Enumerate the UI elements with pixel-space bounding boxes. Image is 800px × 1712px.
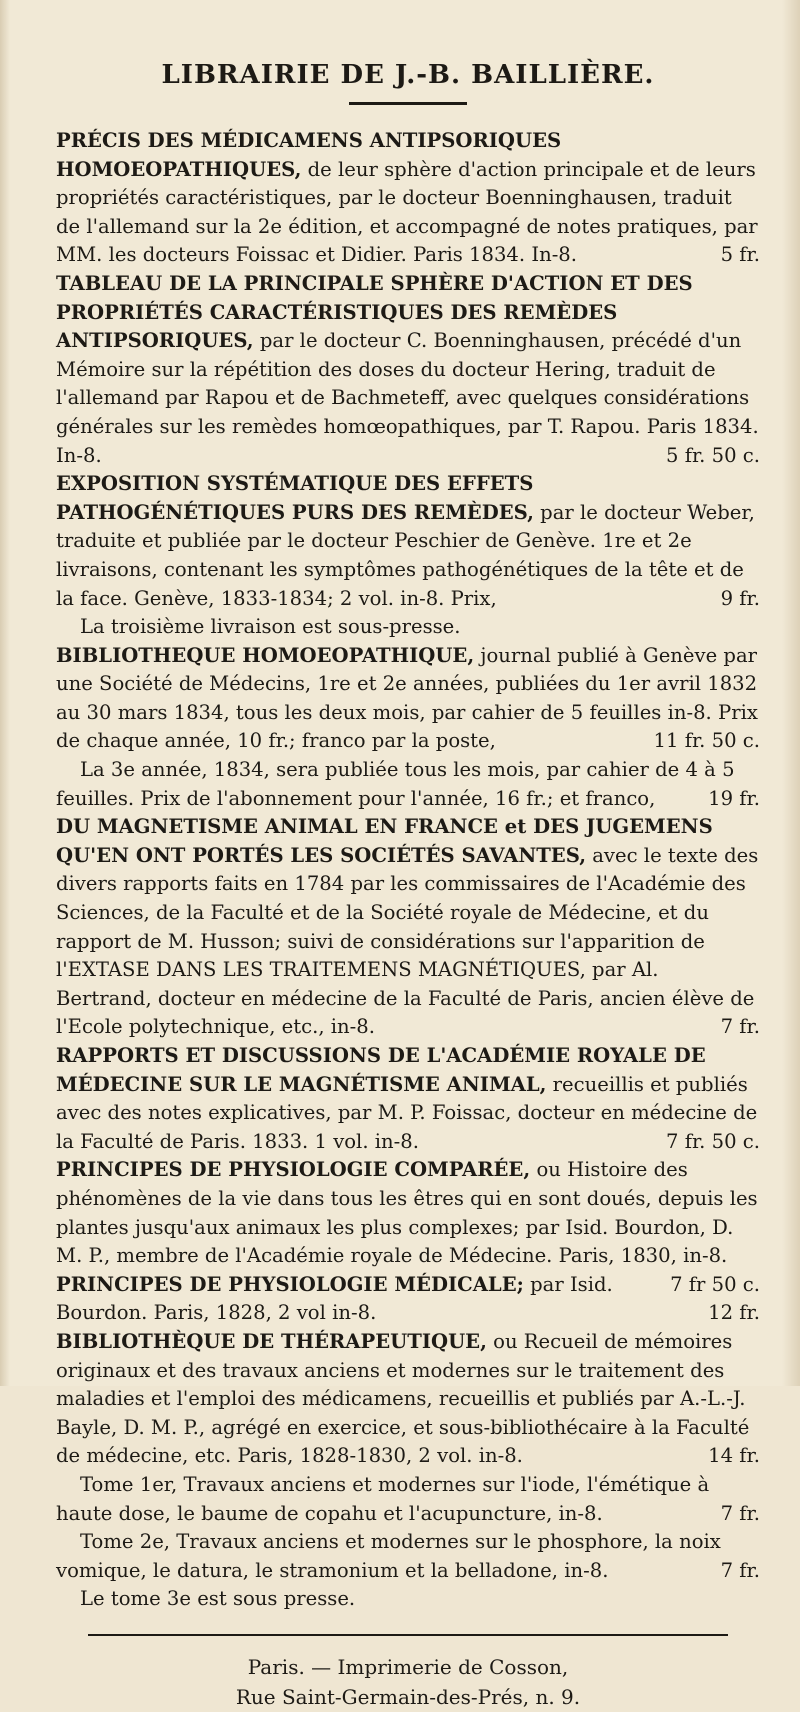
catalog-entry xyxy=(56,642,760,814)
entry-price: 11 fr. 50 c. xyxy=(653,729,760,753)
entry-paragraph xyxy=(56,270,760,470)
catalog-entry xyxy=(56,1042,760,1156)
entry-title: PRINCIPES DE PHYSIOLOGIE MÉDICALE; xyxy=(56,1272,524,1296)
entry-note-price: 7 fr. xyxy=(720,1501,760,1525)
entry-title: TABLEAU DE LA PRINCIPALE SPHÈRE D'ACTION ET DES PROPRIÉTÉS CARACTÉRISTIQUES DES REMÈDES ANTIPSORIQUES, xyxy=(56,271,693,353)
entry-note-price: 7 fr. xyxy=(720,1558,760,1582)
entry-paragraph xyxy=(56,1271,760,1328)
entry-description: par Isid. Bourdon. Paris, 1828, 2 vol in-8. xyxy=(56,1272,613,1325)
page-edge-shadow-left xyxy=(0,0,10,1386)
entry-title: BIBLIOTHÈQUE DE THÉRAPEUTIQUE, xyxy=(56,1329,487,1353)
header-rule xyxy=(349,102,467,105)
entry-title: PRÉCIS DES MÉDICAMENS ANTIPSORIQUES HOMOEOPATHIQUES, xyxy=(56,129,562,181)
entry-price: 7 fr 50 c. xyxy=(670,1272,760,1296)
entry-title: RAPPORTS ET DISCUSSIONS DE L'ACADÉMIE ROYALE DE MÉDECINE SUR LE MAGNÉTISME ANIMAL, xyxy=(56,1044,706,1096)
entry-description: journal publié à Genève par une Société de Médecins, 1re et 2e années, publiées du 1er avril 1832 au 30 mars 1834, tous les deux mois, par cahier de 5 feuilles in-8. Prix de chaque année, 10 fr.; franco par la poste, xyxy=(56,643,758,753)
entry-note xyxy=(56,1528,760,1585)
entry-note xyxy=(56,1471,760,1528)
printer-imprint xyxy=(56,1652,760,1712)
entry-description: de leur sphère d'action principale et de leurs propriétés caractéristiques, par le docteur Boenninghausen, traduit de l'allemand sur la 2e édition, et accompagné de notes pratiques, par MM. les docteurs Foissac et Didier. Paris 1834. In-8. xyxy=(56,157,758,267)
catalog-entry xyxy=(56,470,760,642)
entry-note-text: La 3e année, 1834, sera publiée tous les mois, par cahier de 4 à 5 feuilles. Prix de l'abonnement pour l'année, 16 fr.; et franco, xyxy=(56,758,735,810)
entry-paragraph xyxy=(56,642,760,756)
footer-rule xyxy=(88,1634,728,1636)
entry-note-price: 19 fr. xyxy=(708,786,760,810)
entry-note xyxy=(56,756,760,813)
imprint-line-1: Paris. — Imprimerie de Cosson, xyxy=(247,1654,569,1679)
entry-description: ou Recueil de mémoires originaux et des travaux anciens et modernes sur le traitement des maladies et l'emploi des médicamens, recueillis et publiés par A.-L.-J. Bayle, D. M. P., agrégé en exercice, et sous-bibliothécaire à la Faculté de médecine, etc. Paris, 1828-1830, 2 vol. in-8. xyxy=(56,1329,750,1468)
entry-price: 7 fr. xyxy=(720,1015,760,1039)
catalog-entry xyxy=(56,270,760,470)
entry-price: 14 fr. xyxy=(708,1444,760,1468)
catalog-entry xyxy=(56,813,760,1042)
entry-description: ou Histoire des phénomènes de la vie dans tous les êtres qui en sont doués, depuis les plantes jusqu'aux animaux les plus complexes; par Isid. Bourdon, D. M. P., membre de l'Académie royale de Médecine. Paris, 1830, in-8. xyxy=(56,1158,758,1268)
entry-description: par le docteur C. Boenninghausen, précédé d'un Mémoire sur la répétition des doses du docteur Hering, traduit de l'allemand par Rapou et de Bachmeteff, avec quelques considérations générales sur les remèdes homœopathiques, par T. Rapou. Paris 1834. In-8. xyxy=(56,329,759,467)
entry-note-text: Tome 1er, Travaux anciens et modernes sur l'iode, l'émétique à haute dose, le baume de copahu et l'acupuncture, in-8. xyxy=(56,1472,710,1525)
entry-note-text: Tome 2e, Travaux anciens et modernes sur le phosphore, la noix vomique, le datura, le stramonium et la belladone, in-8. xyxy=(56,1530,721,1582)
entry-price: 12 fr. xyxy=(708,1301,760,1325)
catalog-entry xyxy=(56,1328,760,1614)
entry-price: 5 fr. 50 c. xyxy=(666,443,760,467)
entry-paragraph xyxy=(56,1328,760,1471)
entry-paragraph xyxy=(56,1042,760,1156)
entry-paragraph xyxy=(56,470,760,613)
entry-paragraph xyxy=(56,127,760,270)
entry-note-text: Le tome 3e est sous presse. xyxy=(80,1587,356,1611)
publisher-header: LIBRAIRIE DE J.-B. BAILLIÈRE. xyxy=(161,60,655,90)
entry-paragraph xyxy=(56,813,760,1042)
entry-description: par le docteur Weber, traduite et publiée par le docteur Peschier de Genève. 1re et 2e livraisons, contenant les symptômes pathogénétiques de la tête et de la face. Genève, 1833-1834; 2 vol. in-8. Prix, xyxy=(56,500,755,610)
entry-note xyxy=(56,1585,760,1614)
entry-price: 9 fr. xyxy=(720,586,760,610)
catalog-entry xyxy=(56,1271,760,1328)
entry-title: EXPOSITION SYSTÉMATIQUE DES EFFETS PATHOGÉNÉTIQUES PURS DES REMÈDES, xyxy=(56,472,534,524)
entry-note xyxy=(56,613,760,642)
imprint-line-2: Rue Saint-Germain-des-Prés, n. 9. xyxy=(235,1684,581,1709)
entry-title: PRINCIPES DE PHYSIOLOGIE COMPARÉE, xyxy=(56,1158,531,1182)
entry-price: 7 fr. 50 c. xyxy=(666,1129,760,1153)
catalog-entries xyxy=(56,127,760,1614)
entry-title: DU MAGNETISME ANIMAL EN FRANCE et DES JUGEMENS QU'EN ONT PORTÉS LES SOCIÉTÉS SAVANTES, xyxy=(56,815,713,867)
entry-note-text: La troisième livraison est sous-presse. xyxy=(80,615,461,639)
catalog-entry xyxy=(56,127,760,270)
entry-description: avec le texte des divers rapports faits en 1784 par les commissaires de l'Académie des Sciences, de la Faculté et de la Société royale de Médecine, et du rapport de M. Husson; suivi de considérations sur l'apparition de l'EXTASE DANS LES TRAITEMENS MAGNÉTIQUES, par Al. Bertrand, docteur en médecine de la Faculté de Paris, ancien élève de l'Ecole polytechnique, etc., in-8. xyxy=(56,843,759,1039)
page-edge-shadow-right xyxy=(782,0,800,1386)
entry-description: recueillis et publiés avec des notes explicatives, par M. P. Foissac, docteur en médecine de la Faculté de Paris. 1833. 1 vol. in-8. xyxy=(56,1072,758,1153)
entry-price: 5 fr. xyxy=(720,243,760,267)
entry-title: BIBLIOTHEQUE HOMOEOPATHIQUE, xyxy=(56,643,475,667)
